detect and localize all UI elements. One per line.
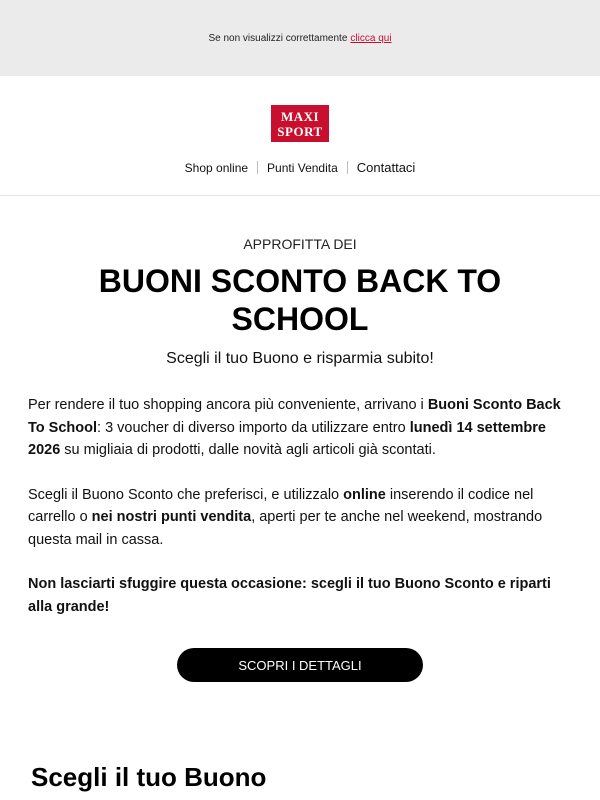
nav-divider bbox=[347, 161, 348, 174]
view-online-link[interactable]: clicca qui bbox=[350, 32, 392, 44]
hero-pretitle: APPROFITTA DEI bbox=[243, 236, 357, 252]
nav-shop-online[interactable]: Shop online bbox=[184, 160, 249, 175]
p1-text-c: : 3 voucher di diverso importo da utilizzare entro bbox=[97, 419, 410, 436]
p2-text-c: inserendo il codice nel carrello o bbox=[28, 486, 534, 525]
p1-text-e: su migliaia di prodotti, dalle novità agli articoli già scontati. bbox=[60, 442, 436, 458]
body-paragraph-2 bbox=[28, 484, 572, 552]
hero-section bbox=[0, 236, 600, 368]
email-header bbox=[0, 76, 600, 196]
top-nav bbox=[0, 160, 600, 175]
logo-wrap bbox=[0, 76, 600, 142]
discover-details-button[interactable]: SCOPRI I DETTAGLI bbox=[177, 648, 423, 682]
choose-voucher-heading: Scegli il tuo Buono bbox=[31, 762, 267, 792]
p2-text-a: Scegli il Buono Sconto che preferisci, e utilizzalo bbox=[28, 486, 344, 503]
p1-bold-date: lunedì 14 settembre 2026 bbox=[28, 419, 546, 458]
p3-bold-closing: Non lasciarti sfuggire questa occasione: scegli il tuo Buono Sconto e riparti alla grande! bbox=[28, 576, 551, 615]
p2-text-e: , aperti per te anche nel weekend, mostrando questa mail in cassa. bbox=[28, 509, 543, 548]
body-paragraph-1 bbox=[28, 394, 572, 462]
body-copy bbox=[0, 394, 600, 618]
maxi-sport-logo[interactable] bbox=[271, 105, 329, 142]
p1-bold-promo: Buoni Sconto Back To School bbox=[28, 397, 561, 436]
hero-subtitle: Scegli il tuo Buono e risparmia subito! bbox=[166, 350, 434, 367]
logo-line-2: SPORT bbox=[277, 123, 323, 139]
p1-text-a: Per rendere il tuo shopping ancora più conveniente, arrivano i bbox=[28, 397, 428, 413]
cta-wrap bbox=[0, 648, 600, 682]
preheader-bar bbox=[0, 0, 600, 76]
nav-divider bbox=[257, 161, 258, 174]
nav-contattaci[interactable]: Contattaci bbox=[356, 160, 416, 175]
preheader-text: Se non visualizzi correttamente bbox=[208, 32, 348, 44]
logo-line-1: MAXI bbox=[280, 108, 320, 124]
p2-bold-stores: nei nostri punti vendita bbox=[91, 509, 252, 525]
hero-title: BUONI SCONTO BACK TO SCHOOL bbox=[98, 263, 502, 337]
p2-bold-online: online bbox=[343, 486, 386, 503]
nav-punti-vendita[interactable]: Punti Vendita bbox=[267, 160, 338, 175]
body-paragraph-3 bbox=[28, 573, 572, 618]
